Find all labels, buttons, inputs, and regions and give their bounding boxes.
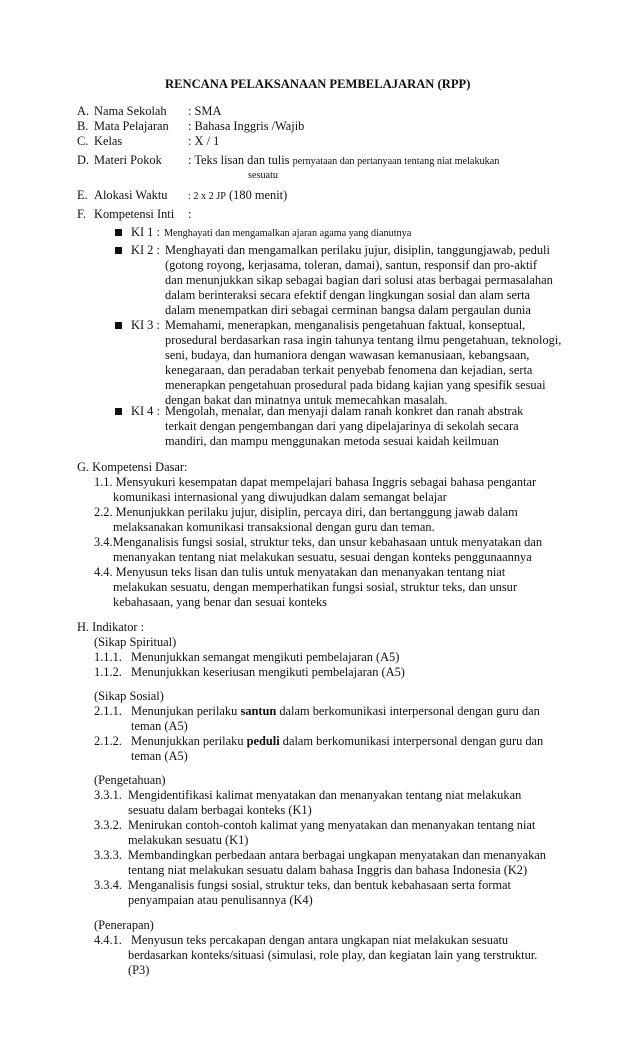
indicator-text [131, 734, 543, 749]
page-title: RENCANA PELAKSANAAN PEMBELAJARAN (RPP) [165, 77, 471, 91]
penerapan-heading: (Penerapan) [94, 918, 154, 932]
indicator-num: 4.4.1. [94, 933, 122, 947]
kd-line: menanyakan tentang niat melakukan sesuatu, sesuai dengan konteks penggunaannya [113, 550, 532, 564]
indicator-text: Membandingkan perbedaan antara berbagai ungkapan menyatakan dan menanyakan [128, 848, 547, 862]
header-b-value: : Bahasa Inggris /Wajib [188, 119, 305, 133]
indicator-cont: teman (A5) [131, 719, 188, 733]
header-f-value: : [188, 207, 192, 221]
indicator-num: 3.3.2. [94, 818, 122, 832]
header-d-value-small: pernyataan dan pertanyaan tentang niat melakukan [292, 156, 500, 167]
ki1-label: KI 1 : [131, 225, 160, 239]
header-d-value-main: : Teks lisan dan tulis [188, 153, 290, 167]
sosial-heading: (Sikap Sosial) [94, 689, 164, 703]
indicator-num: 2.1.2. [94, 734, 122, 748]
header-d-value-small2: sesuatu [248, 170, 278, 181]
kd-line: melaksanakan komunikasi transaksional dengan guru dan teman. [113, 520, 435, 534]
kd-line: 3.4.Menganalisis fungsi sosial, struktur teks, dan unsur kebahasaan untuk menyatakan dan [94, 535, 543, 549]
ki4-label: KI 4 : [131, 404, 160, 418]
ki3-label: KI 3 : [131, 318, 160, 332]
indicator-cont: berdasarkan konteks/situasi (simulasi, role play, dan kegiatan lain yang terstruktur. [128, 948, 538, 962]
ki1-text: Menghayati dan mengamalkan ajaran agama yang dianutnya [164, 228, 412, 239]
indicator-cont: (P3) [128, 963, 150, 977]
header-d-letter: D. [77, 153, 90, 167]
ki4-line: terkait dengan pengembangan dari yang dipelajarinya di sekolah secara [165, 419, 519, 433]
header-b-label: Mata Pelajaran [94, 119, 169, 133]
ki2-line: (gotong royong, kerjasama, toleran, damai), santun, responsif dan pro-aktif [165, 258, 537, 272]
kd-line: 1.1. Mensyukuri kesempatan dapat mempelajari bahasa Inggris sebagai bahasa pengantar [94, 475, 537, 489]
indicator-text-pre: Menunjukan perilaku [131, 704, 241, 718]
indicator-cont: teman (A5) [131, 749, 188, 763]
section-g-heading: G. Kompetensi Dasar: [77, 460, 188, 474]
header-e-label: Alokasi Waktu [94, 188, 168, 202]
kd-line: komunikasi internasional yang diwujudkan dalam semangat belajar [113, 490, 447, 504]
header-e-value-small: : 2 x 2 JP [188, 191, 226, 202]
header-e-value-main: (180 menit) [229, 188, 288, 202]
ki2-line: dan menunjukkan sikap sebagai bagian dari solusi atas berbagai permasalahan [165, 273, 553, 287]
ki2-label: KI 2 : [131, 243, 160, 257]
header-b-letter: B. [77, 119, 89, 133]
indicator-cont: melakukan sesuatu (K1) [128, 833, 249, 847]
indicator-text: Mengidentifikasi kalimat menyatakan dan menanyakan tentang niat melakukan [128, 788, 522, 802]
kd-line: kebahasaan, yang benar dan sesuai konteks [113, 595, 328, 609]
ki3-line: seni, budaya, dan humaniora dengan wawasan kemanusiaan, kebangsaan, [165, 348, 530, 362]
indicator-text: Menyusun teks percakapan dengan antara ungkapan niat melakukan sesuatu [131, 933, 509, 947]
header-e-letter: E. [77, 188, 88, 202]
indicator-cont: penyampaian atau penulisannya (K4) [128, 893, 313, 907]
section-h-heading: H. Indikator : [77, 620, 145, 634]
header-e-value [188, 188, 287, 204]
ki3-line: dengan bakat dan minatnya untuk memecahkan masalah. [165, 393, 448, 407]
header-d-value [188, 153, 499, 169]
ki2-line: dalam menempatkan diri sebagai cerminan bangsa dalam pergaulan dunia [165, 303, 531, 317]
header-f-label: Kompetensi Inti [94, 207, 175, 221]
pengetahuan-heading: (Pengetahuan) [94, 773, 166, 787]
indicator-num: 1.1.1. [94, 650, 122, 664]
ki3-line: Memahami, menerapkan, menganalisis pengetahuan faktual, konseptual, [165, 318, 526, 332]
indicator-text-bold: santun [240, 704, 277, 718]
indicator-text-pre: Menunjukkan perilaku [131, 734, 247, 748]
header-a-label: Nama Sekolah [94, 104, 167, 118]
header-c-value: : X / 1 [188, 134, 220, 148]
indicator-cont: sesuatu dalam berbagai konteks (K1) [128, 803, 312, 817]
indicator-cont: tentang niat melakukan sesuatu dalam bahasa Inggris dan bahasa Indonesia (K2) [128, 863, 528, 877]
kd-line: 2.2. Menunjukkan perilaku jujur, disiplin, percaya diri, dan bertanggung jawab dalam [94, 505, 518, 519]
indicator-text-post: dalam berkomunikasi interpersonal dengan guru dan [279, 734, 544, 748]
indicator-text: Menirukan contoh-contoh kalimat yang menyatakan dan menanyakan tentang niat [128, 818, 536, 832]
ki3-line: menerapkan pengetahuan prosedural pada bidang kajian yang spesifik sesuai [165, 378, 546, 392]
ki3-line: kenegaraan, dan peradaban terkait penyebab fenomena dan kejadian, serta [165, 363, 533, 377]
indicator-text: Menunjukkan keseriusan mengikuti pembelajaran (A5) [131, 665, 405, 679]
header-f-letter: F. [77, 207, 86, 221]
indicator-num: 1.1.2. [94, 665, 122, 679]
ki2-line: Menghayati dan mengamalkan perilaku jujur, disiplin, tanggungjawab, peduli [165, 243, 550, 257]
spiritual-heading: (Sikap Spiritual) [94, 635, 177, 649]
ki3-line: prosedural berdasarkan rasa ingin tahunya tentang ilmu pengetahuan, teknologi, [165, 333, 562, 347]
indicator-text [131, 704, 540, 719]
ki4-line: mandiri, dan mampu menggunakan metoda sesuai kaidah keilmuan [165, 434, 499, 448]
ki2-line: dalam berinteraksi secara efektif dengan lingkungan sosial dan alam serta [165, 288, 531, 302]
kd-line: melakukan sesuatu, dengan memperhatikan fungsi sosial, struktur teks, dan unsur [113, 580, 517, 594]
indicator-num: 3.3.1. [94, 788, 122, 802]
indicator-text: Menganalisis fungsi sosial, struktur teks, dan bentuk kebahasaan serta format [128, 878, 511, 892]
bullet-icon [115, 322, 122, 329]
header-a-value: : SMA [188, 104, 222, 118]
header-d-label: Materi Pokok [94, 153, 162, 167]
kd-line: 4.4. Menyusun teks lisan dan tulis untuk menyatakan dan menanyakan tentang niat [94, 565, 506, 579]
ki4-line: Mengolah, menalar, dan menyaji dalam ranah konkret dan ranah abstrak [165, 404, 524, 418]
header-c-letter: C. [77, 134, 89, 148]
indicator-num: 2.1.1. [94, 704, 122, 718]
header-c-label: Kelas [94, 134, 123, 148]
indicator-text-post: dalam berkomunikasi interpersonal dengan guru dan [276, 704, 540, 718]
header-a-letter: A. [77, 104, 90, 118]
indicator-num: 3.3.4. [94, 878, 122, 892]
bullet-icon [115, 247, 122, 254]
bullet-icon [115, 229, 122, 236]
indicator-text: Menunjukkan semangat mengikuti pembelajaran (A5) [131, 650, 400, 664]
indicator-num: 3.3.3. [94, 848, 122, 862]
indicator-text-bold: peduli [246, 734, 280, 748]
bullet-icon [115, 408, 122, 415]
